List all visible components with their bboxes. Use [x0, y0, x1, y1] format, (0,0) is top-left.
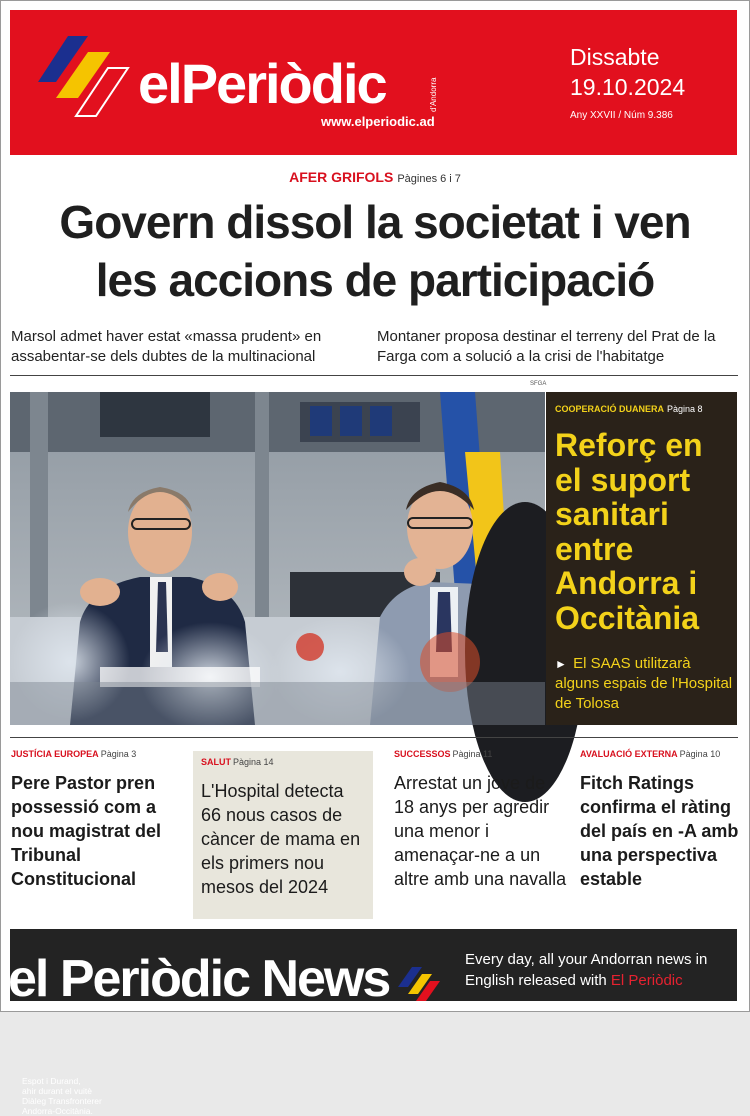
story-kicker-pages: Pàgina 14: [233, 757, 274, 767]
story-kicker: [394, 749, 570, 759]
story-kicker-pages: Pàgina 10: [679, 749, 721, 759]
english-edition-banner[interactable]: [8, 929, 737, 1008]
website-url[interactable]: www.elperiodic.ad: [321, 114, 435, 129]
masthead: [10, 10, 737, 155]
issue-number: Any XXVII / Núm 9.386: [570, 110, 673, 121]
divider: [10, 737, 738, 738]
story-kicker: [11, 749, 189, 759]
feature-subhead-text: El SAAS utilitzarà alguns espais de l'Hospital de Tolosa: [555, 655, 733, 712]
story-column[interactable]: [193, 751, 373, 919]
caption-line: Andorra-Occitània.: [22, 1106, 93, 1116]
logo-subtitle: d'Andorra: [429, 77, 438, 112]
lead-subhead-left[interactable]: Marsol admet haver estat «massa prudent» en assabentar-se dels dubtes de la multinacional: [11, 328, 322, 365]
story-headline: Arrestat un jove de 18 anys per agredir una menor i amenaçar-ne a un altre amb una navalla: [394, 773, 567, 889]
newspaper-logo[interactable]: elPeriòdic: [138, 52, 386, 115]
feature-kicker: [555, 404, 703, 414]
story-kicker: [201, 757, 365, 767]
issue-date: 19.10.2024: [570, 74, 686, 100]
photo-caption: [22, 1076, 102, 1116]
banner-logo: el Periòdic News: [8, 950, 390, 1008]
story-kicker-label: JUSTÍCIA EUROPEA: [11, 749, 99, 759]
banner-tagline-text: Every day, all your Andorran news in English released with: [465, 951, 708, 989]
featured-story[interactable]: [546, 392, 737, 725]
feature-kicker-pages: Pàgina 8: [667, 404, 703, 414]
caption-line: ahir durant el vuitè: [22, 1086, 92, 1096]
caption-line: Diàleg Transfronterer: [22, 1096, 102, 1106]
triangle-bullet-icon: ►: [555, 657, 567, 671]
lead-kicker-pages: Pàgines 6 i 7: [397, 173, 461, 185]
story-headline: Fitch Ratings confirma el ràting del país en -A amb una perspectiva estable: [580, 773, 739, 889]
story-kicker-pages: Pàgina 11: [452, 749, 493, 759]
lead-kicker: [1, 169, 749, 187]
photo-credit: SFGA: [530, 381, 547, 387]
lead-headline-line: Govern dissol la societat i ven: [59, 196, 691, 248]
caption-line: Espot i Durand,: [22, 1076, 81, 1086]
lead-headline-line: les accions de participació: [95, 254, 655, 306]
story-column[interactable]: [394, 749, 570, 919]
story-kicker-label: SALUT: [201, 757, 231, 767]
story-kicker: [580, 749, 740, 759]
story-column[interactable]: [580, 749, 740, 919]
lead-kicker-label[interactable]: AFER GRIFOLS: [289, 169, 394, 185]
feature-headline[interactable]: Reforç en el suport sanitari entre Andorra i Occitània: [555, 427, 703, 636]
story-kicker-pages: Pàgina 3: [100, 749, 137, 759]
flag-stripes-logo-icon: [398, 967, 440, 1001]
story-headline: Pere Pastor pren possessió com a nou magistrat del Tribunal Constitucional: [11, 773, 162, 889]
photo-illustration: [10, 392, 545, 725]
story-kicker-label: AVALUACIÓ EXTERNA: [580, 749, 678, 759]
issue-day: Dissabte: [570, 44, 660, 70]
feature-subhead: [555, 654, 733, 714]
banner-tagline-brand: El Periòdic: [610, 972, 683, 989]
story-headline: L'Hospital detecta 66 nous casos de càncer de mama en els primers nou mesos del 2024: [201, 781, 361, 897]
flag-stripes-logo-icon: [38, 36, 128, 126]
lead-subhead-right[interactable]: Montaner proposa destinar el terreny del Prat de la Farga com a solució a la crisi de l'habitatge: [377, 328, 716, 365]
divider: [10, 375, 738, 376]
story-kicker-label: SUCCESSOS: [394, 749, 451, 759]
lead-headline[interactable]: [1, 193, 749, 309]
story-column[interactable]: [11, 749, 189, 919]
feature-kicker-label: COOPERACIÓ DUANERA: [555, 404, 665, 414]
banner-tagline: [465, 949, 735, 991]
